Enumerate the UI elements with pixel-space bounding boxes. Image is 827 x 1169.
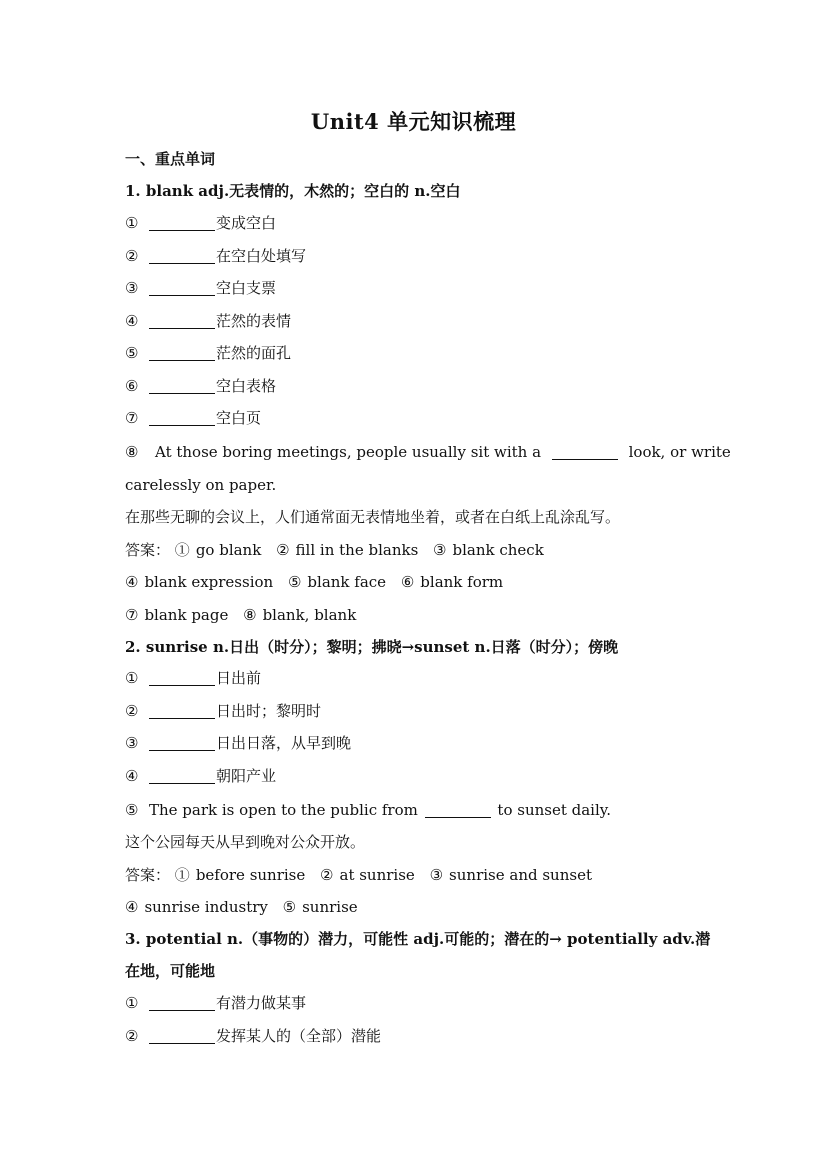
- answer-blank[interactable]: [149, 994, 215, 1011]
- answer-line: 答案： ① go blank ② fill in the blanks ③ blank check: [125, 541, 544, 559]
- section-heading: 一、重点单词: [125, 150, 216, 168]
- exercise-item: ④ 朝阳产业: [125, 767, 277, 785]
- exercise-item: ③ 日出日落，从早到晚: [125, 734, 352, 752]
- word-heading-sunrise: 2. sunrise n.日出（时分）；黎明；拂晓→sunset n.日落（时分）；傍晚: [125, 638, 619, 656]
- word-heading-potential: 3. potential n.（事物的）潜力，可能性 adj.可能的；潜在的→ potentially adv.潜: [125, 930, 711, 948]
- answer-line: 答案： ① before sunrise ② at sunrise ③ sunrise and sunset: [125, 866, 592, 884]
- exercise-item: ① 变成空白: [125, 214, 277, 232]
- answer-blank[interactable]: [149, 312, 215, 329]
- answer-blank[interactable]: [149, 1027, 215, 1044]
- answer-line: ⑦ blank page ⑧ blank, blank: [125, 606, 357, 624]
- page-title: Unit4 单元知识梳理: [310, 109, 517, 134]
- exercise-item: ⑦ 空白页: [125, 409, 262, 427]
- example-sentence: ⑧ At those boring meetings, people usually sit with a look, or write: [125, 443, 731, 461]
- answer-blank[interactable]: [149, 377, 215, 394]
- answer-blank[interactable]: [149, 409, 215, 426]
- example-sentence: ⑤ The park is open to the public from to sunset daily.: [125, 801, 612, 819]
- exercise-item: ② 发挥某人的（全部）潜能: [125, 1027, 382, 1045]
- exercise-item: ⑥ 空白表格: [125, 377, 277, 395]
- exercise-item: ④ 茫然的表情: [125, 312, 292, 330]
- example-translation: 这个公园每天从早到晚对公众开放。: [125, 833, 366, 851]
- exercise-item: ③ 空白支票: [125, 279, 277, 297]
- answer-blank[interactable]: [149, 734, 215, 751]
- exercise-item: ① 有潜力做某事: [125, 994, 307, 1012]
- answer-blank[interactable]: [552, 443, 618, 460]
- answer-blank[interactable]: [149, 767, 215, 784]
- answer-blank[interactable]: [149, 344, 215, 361]
- answer-line: ④ sunrise industry ⑤ sunrise: [125, 898, 358, 916]
- answer-blank[interactable]: [149, 669, 215, 686]
- word-heading-potential-cont: 在地，可能地: [125, 962, 216, 980]
- answer-blank[interactable]: [149, 279, 215, 296]
- exercise-item: ① 日出前: [125, 669, 262, 687]
- example-translation: 在那些无聊的会议上，人们通常面无表情地坐着，或者在白纸上乱涂乱写。: [125, 508, 621, 526]
- exercise-item: ② 在空白处填写: [125, 247, 307, 265]
- answer-blank[interactable]: [425, 801, 491, 818]
- answer-blank[interactable]: [149, 247, 215, 264]
- answer-line: ④ blank expression ⑤ blank face ⑥ blank form: [125, 573, 504, 591]
- exercise-item: ⑤ 茫然的面孔: [125, 344, 292, 362]
- answer-blank[interactable]: [149, 702, 215, 719]
- exercise-item: ② 日出时；黎明时: [125, 702, 322, 720]
- example-sentence-cont: carelessly on paper.: [125, 476, 277, 494]
- answer-blank[interactable]: [149, 214, 215, 231]
- word-heading-blank: 1. blank adj.无表情的，木然的；空白的 n.空白: [125, 182, 461, 200]
